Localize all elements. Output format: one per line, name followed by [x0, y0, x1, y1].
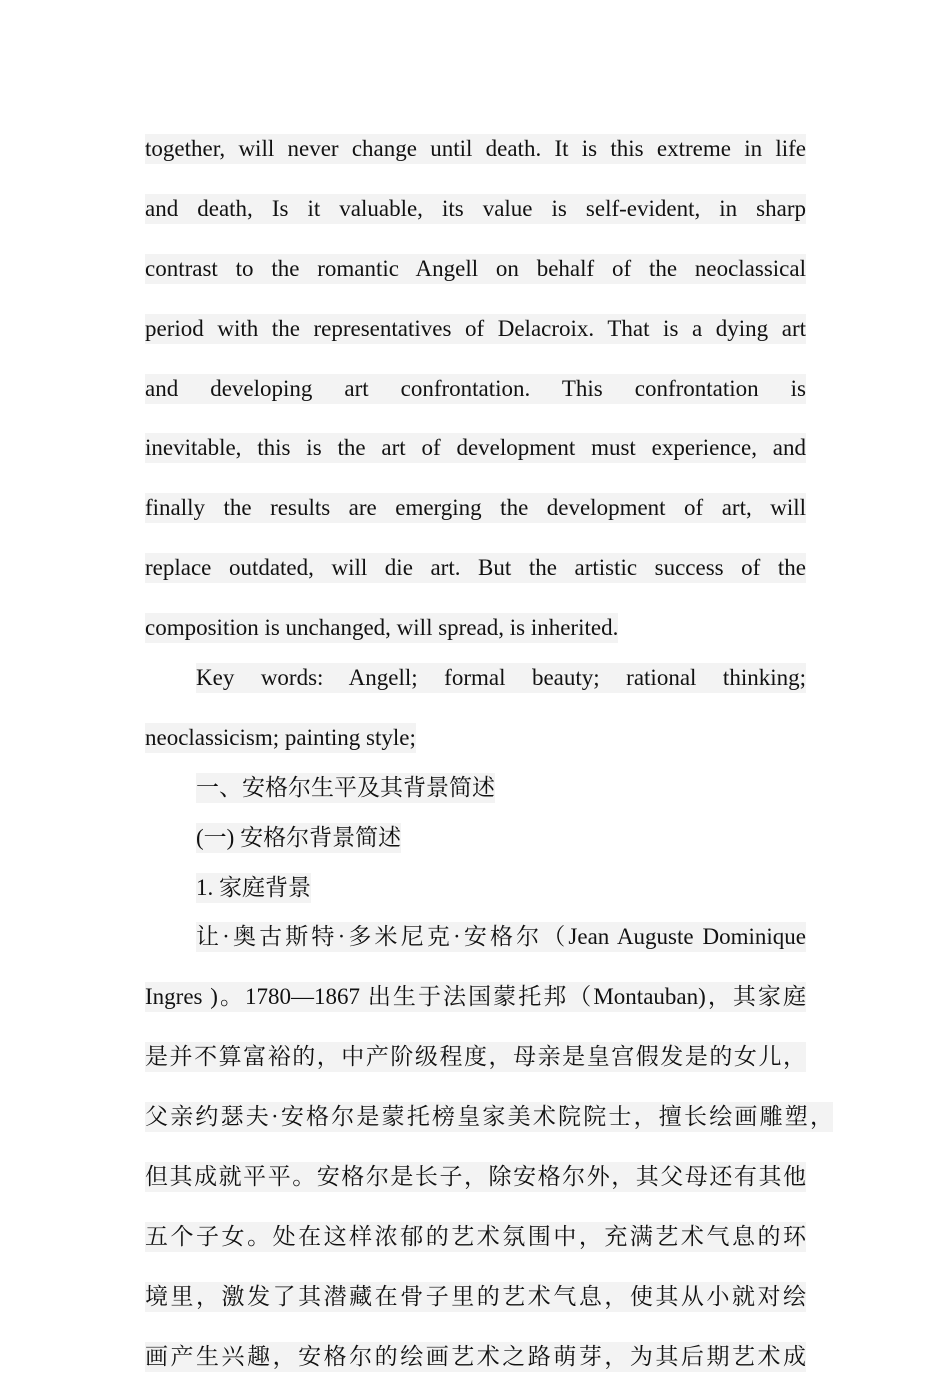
- text-line: [145, 922, 806, 972]
- text-line: [145, 982, 806, 1032]
- line-text: 让·奥古斯特·多米尼克·安格尔（Jean Auguste Dominique: [196, 922, 806, 952]
- text-line: [145, 433, 806, 483]
- text-line: [145, 374, 806, 424]
- line-text: 是并不算富裕的，中产阶级程度，母亲是皇宫假发是的女儿，: [145, 1042, 806, 1072]
- text-line: [145, 314, 806, 364]
- text-line: [145, 1222, 806, 1272]
- text-line: [145, 194, 806, 244]
- sub-subsection-heading: [145, 863, 806, 913]
- section-heading: [145, 763, 806, 813]
- keywords-text: neoclassicism; painting style;: [145, 723, 416, 753]
- line-text: together, will never change until death. It is this extreme in life: [145, 134, 806, 164]
- keywords-text: Key words: Angell; formal beauty; rational thinking;: [196, 663, 806, 693]
- heading-text: 1. 家庭背景: [196, 873, 311, 903]
- text-line: [145, 134, 806, 184]
- line-text: replace outdated, will die art. But the artistic success of the: [145, 553, 806, 583]
- line-text: period with the representatives of Delacroix. That is a dying art: [145, 314, 806, 344]
- text-line: [145, 603, 806, 653]
- line-text: and developing art confrontation. This confrontation is: [145, 374, 806, 404]
- text-line: [145, 553, 806, 603]
- keywords-line: [145, 663, 806, 713]
- line-text: Ingres )。1780—1867 出生于法国蒙托邦（Montauban)，其家庭: [145, 982, 806, 1012]
- keywords-line: [145, 713, 806, 763]
- heading-text: 一、安格尔生平及其背景简述: [196, 773, 495, 803]
- line-text: finally the results are emerging the development of art, will: [145, 493, 806, 523]
- line-text: and death, Is it valuable, its value is self-evident, in sharp: [145, 194, 806, 224]
- line-text: 五个子女。处在这样浓郁的艺术氛围中，充满艺术气息的环: [145, 1222, 806, 1252]
- line-text: 但其成就平平。安格尔是长子，除安格尔外，其父母还有其他: [145, 1162, 806, 1192]
- text-line: [145, 1282, 806, 1332]
- document-page: [145, 124, 833, 1392]
- line-text: 父亲约瑟夫·安格尔是蒙托榜皇家美术院院士，擅长绘画雕塑，: [145, 1102, 833, 1132]
- text-line: [145, 1162, 806, 1212]
- line-text: 画产生兴趣，安格尔的绘画艺术之路萌芽，为其后期艺术成: [145, 1342, 806, 1372]
- line-text: composition is unchanged, will spread, is inherited.: [145, 613, 618, 643]
- line-text: 境里，激发了其潜藏在骨子里的艺术气息，使其从小就对绘: [145, 1282, 806, 1312]
- heading-text: (一) 安格尔背景简述: [196, 823, 401, 853]
- text-line: [145, 254, 806, 304]
- subsection-heading: [145, 813, 806, 863]
- text-line: [145, 1342, 806, 1392]
- text-line: [145, 1102, 833, 1152]
- line-text: contrast to the romantic Angell on behalf of the neoclassical: [145, 254, 806, 284]
- line-text: inevitable, this is the art of development must experience, and: [145, 433, 806, 463]
- text-line: [145, 1042, 806, 1092]
- text-line: [145, 493, 806, 543]
